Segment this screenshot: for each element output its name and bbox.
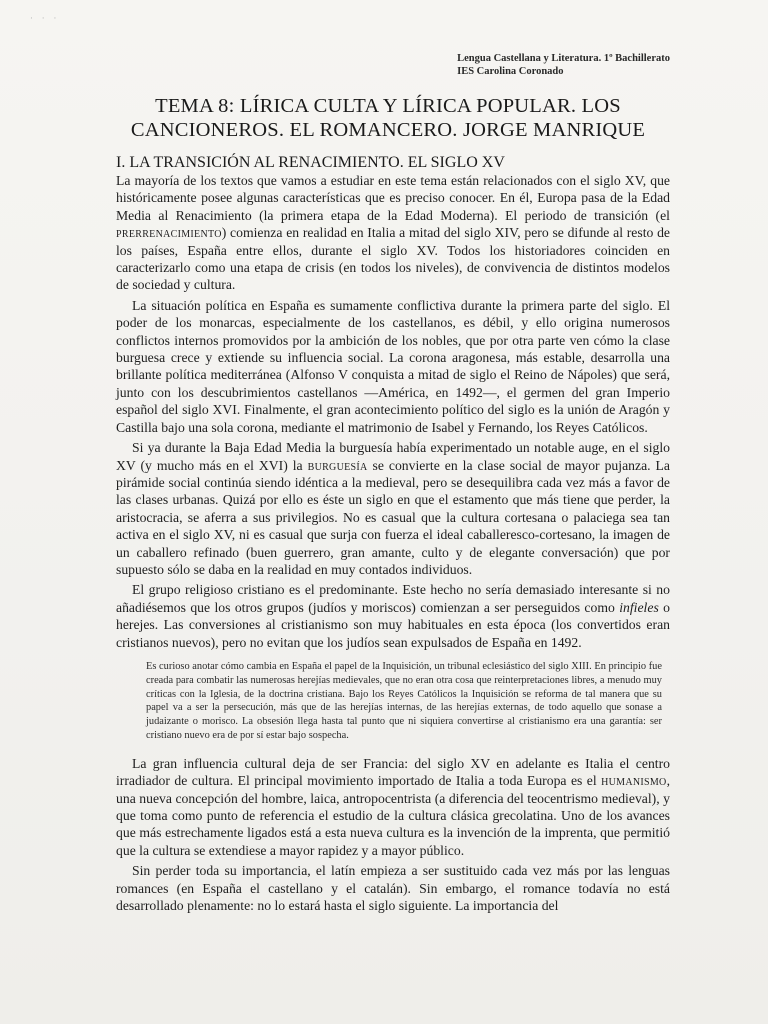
term-burguesia: burguesía [307,457,368,473]
course-header [457,52,670,78]
scan-speckle: · · · [30,14,60,24]
term-humanismo: humanismo [601,773,667,789]
title-line-1: TEMA 8: LÍRICA CULTA Y LÍRICA POPULAR. LOS [155,95,621,117]
term-prerrenacimiento: prerrenacimiento [116,225,222,241]
header-course-line: Lengua Castellana y Literatura. 1º Bachillerato [457,53,670,64]
title-line-2: CANCIONEROS. EL ROMANCERO. JORGE MANRIQUE [130,119,646,141]
paragraph-1: La mayoría de los textos que vamos a estudiar en este tema están relacionados con el siglo XV, que históricamente posee algunas características que es preciso conocer. En él, Europa pasa de la Edad Media al Renacimiento (la primera etapa de la Edad Moderna). El periodo de transición (el prerrenacimiento) comienza en realidad en Italia a mitad del siglo XIV, pero se difunde al resto de los países, España entre ellos, durante el siglo XV. Todos los historiadores coinciden en caracterizarlo como una etapa de crisis (en todos los niveles), de convivencia de distintos modelos de sociedad y cultura. [116,173,670,293]
paragraph-4: El grupo religioso cristiano es el predominante. Este hecho no sería demasiado interesante si no añadiésemos que los otros grupos (judíos y moriscos) comienzan a ser perseguidos como infieles o herejes. Las conversiones al cristianismo son muy habituales en esta época (los convertidos eran cristianos nuevos), pero no evitan que los judíos sean expulsados de España en 1492. [116,582,671,650]
section-heading: I. LA TRANSICIÓN AL RENACIMIENTO. EL SIGLO XV [116,154,505,171]
emphasis-infieles: infieles [619,599,659,615]
paragraph-2: La situación política en España es sumamente conflictiva durante la primera parte del siglo. El poder de los monarcas, especialmente de los castellanos, es débil, y ello origina numerosos conflictos internos promovidos por la ambición de los nobles, que por otra parte ven cómo la clase burguesa crece y extiende su influencia social. La corona aragonesa, más estable, desarrolla una brillante política mediterránea (Alfonso V conquista a mitad de siglo el Reino de Nápoles) que será, junto con los descubrimientos castellanos —América, en 1492—, el germen del gran Imperio español del siglo XVI. Finalmente, el gran acontecimiento político del siglo es la unión de Aragón y Castilla bajo una sola corona, mediante el matrimonio de Isabel y Fernando, los Reyes Católicos. [116,297,670,435]
document-title [118,94,658,142]
paragraph-3: Si ya durante la Baja Edad Media la burguesía había experimentado un notable auge, en el siglo XV (y mucho más en el XVI) la burguesía se convierte en la clase social de mayor pujanza. La pirámide social continúa siendo idéntica a la medieval, pero se desequilibra cada vez más a favor de las clases urbanas. Quizá por ello es éste un siglo en que el estamento que más tiene que perder, la aristocracia, se aferra a sus privilegios. No es casual que la cultura cortesana o palaciega sea tan activa en el siglo XV, ni es casual que surja con fuerza el ideal caballeresco-cortesano, la imagen de un caballero refinado (buen guerrero, gran amante, culto y de elegante conversación) que por supuesto sólo se daba en la realidad en muy contados individuos. [116,440,670,577]
inquisition-note: Es curioso anotar cómo cambia en España el papel de la Inquisición, un tribunal eclesiástico del siglo XIII. En principio fue creada para combatir las numerosas herejías medievales, que no eran otra cosa que reinterpretaciones libres, a menudo muy críticas con la Iglesia, de la doctrina cristiana. Bajo los Reyes Católicos la Inquisición se reforma de tal manera que su papel va a ser la persecución, más que de las herejías internas, de las herejías externas, de todo aquello que sonase a judaizante o morisco. La obsesión llega hasta tal punto que ni siquiera convertirse al cristianismo era una garantía: ser cristiano nuevo era de por sí estar bajo sospecha. [146,660,662,741]
paragraph-5: La gran influencia cultural deja de ser Francia: del siglo XV en adelante es Italia el centro irradiador de cultura. El principal movimiento importado de Italia a toda Europa es el humanismo, una nueva concepción del hombre, laica, antropocentrista (a diferencia del teocentrismo medieval), y que toma como punto de referencia el estudio de la cultura clásica grecolatina. Uno de los avances que más estrechamente ligados está a esta nueva cultura es la invención de la imprenta, que permitió que la cultura se extendiese a mayor rapidez y a mayor público. [116,755,670,858]
paragraph-6: Sin perder toda su importancia, el latín empieza a ser sustituido cada vez más por las lenguas romances (en España el castellano y el catalán). Sin embargo, el romance todavía no está desarrollado plenamente: no lo estará hasta el siglo siguiente. La importancia del [116,863,670,913]
header-school-line: IES Carolina Coronado [457,66,564,77]
document-body [116,172,670,914]
